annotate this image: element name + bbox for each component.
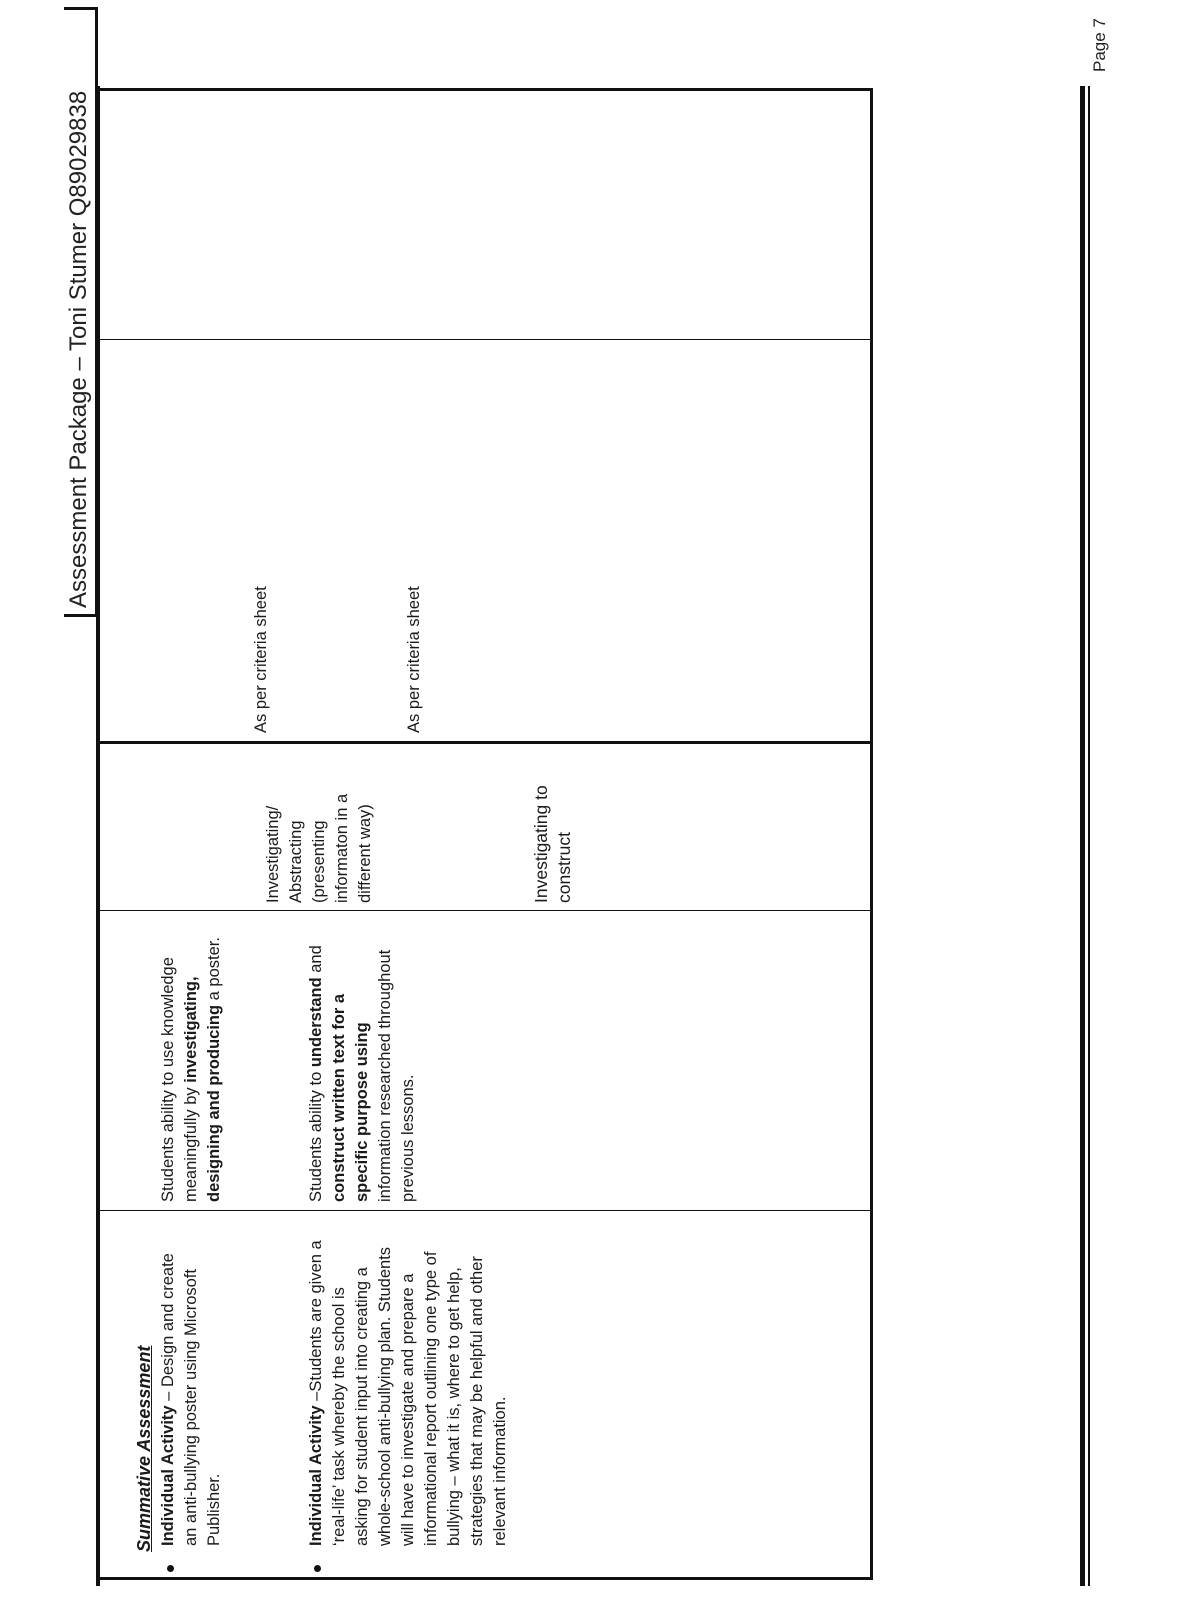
purpose-2-bold2: construct written text for a specific purpose using (330, 993, 371, 1202)
page-number: Page 7 (1090, 18, 1109, 72)
process-1: Investigating/ Abstracting (presenting informaton in a different way) (264, 793, 374, 903)
activity-2 (305, 1236, 512, 1546)
activity-1 (157, 1236, 226, 1546)
purpose-1-bold: investigating, designing and producing (182, 976, 223, 1202)
summative-title: Summative Assessment (134, 1345, 154, 1552)
footer-rule-thin (1088, 86, 1090, 1586)
activity-2-label: Individual Activity (307, 1405, 325, 1546)
purpose-2-bold: understand (307, 977, 325, 1068)
process-2: Investigating to construct (531, 785, 574, 903)
column-divider (100, 910, 870, 911)
bullet-icon (314, 1565, 321, 1572)
activity-1-text: – Design and create an anti-bullying poster using Microsoft Publisher. (159, 1253, 223, 1546)
criteria-1: As per criteria sheet (252, 586, 270, 733)
activity-2-text: –Students are given a ‘real-life’ task whereby the school is asking for student input into creating a whole-school anti-bullying plan. Students will have to investigate and prepare a informational report outlining one type of bullying – what it is, where to get help, strategies that may be helpful and other relevant information. (307, 1240, 509, 1546)
bullet-icon (167, 1565, 174, 1572)
criteria-2: As per criteria sheet (405, 586, 423, 733)
column-divider (100, 1210, 870, 1211)
purpose-2 (305, 937, 420, 1202)
column-divider (100, 741, 870, 744)
purpose-1 (157, 937, 226, 1202)
purpose-2-mid: and (307, 945, 325, 978)
activity-1-label: Individual Activity (159, 1405, 177, 1546)
header-title: Assessment Package – Toni Stumer Q89029838 (65, 90, 92, 608)
purpose-1-pre: Students ability to use knowledge meaningfully by (159, 957, 200, 1202)
purpose-2-post: information researched throughout previous lessons. (376, 949, 417, 1202)
purpose-1-post: a poster. (205, 937, 223, 1005)
column-divider (100, 339, 870, 340)
footer-rule (1080, 86, 1085, 1586)
page-header (64, 7, 98, 617)
purpose-2-pre: Students ability to (307, 1067, 325, 1202)
